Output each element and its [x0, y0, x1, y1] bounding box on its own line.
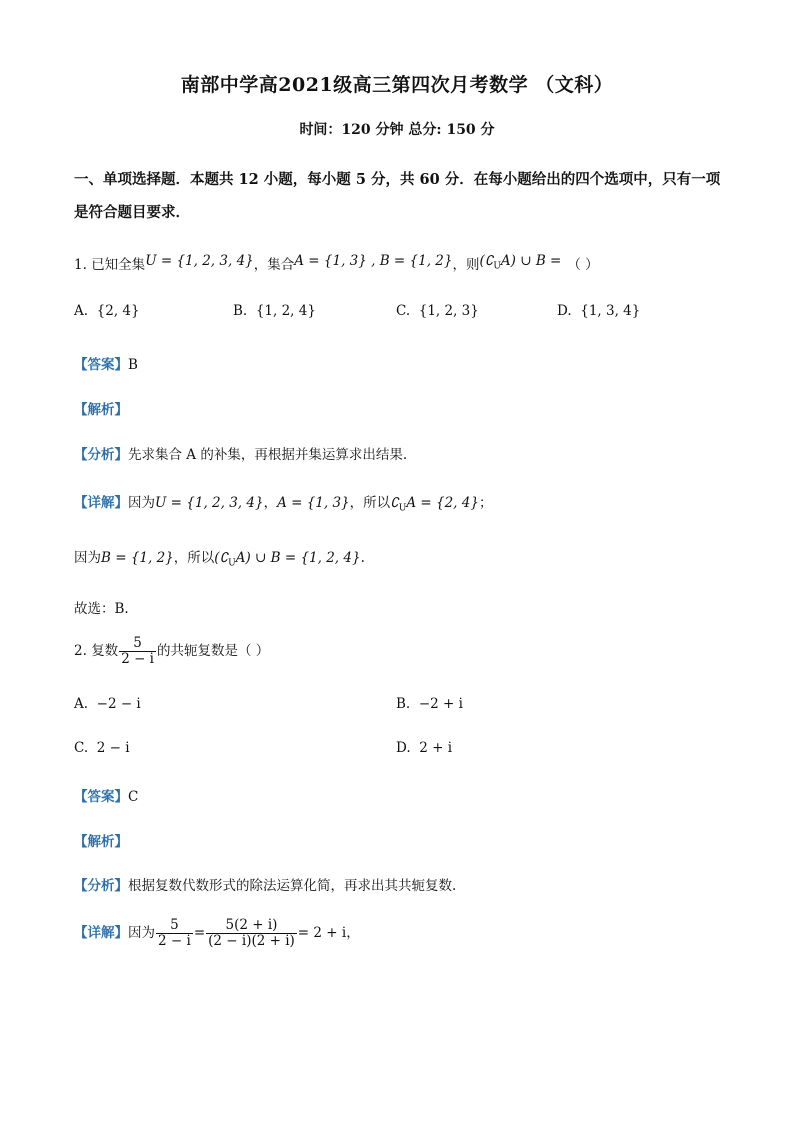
option-c: C. 2 − i: [74, 740, 130, 756]
option-d: D. {1, 3, 4}: [557, 303, 641, 319]
fenxi-line: 【分析】根据复数代数形式的除法运算化简，再求出其共轭复数.: [74, 878, 457, 894]
exam-meta: 时间：120 分钟 总分: 150 分: [299, 122, 495, 138]
option-a: A. −2 − i: [74, 696, 141, 712]
question-1-stem: [74, 253, 599, 273]
universal-set: U = {1, 2, 3, 4}: [145, 253, 254, 269]
conclusion: 故选：B.: [74, 601, 129, 617]
answer-blank: （ ）: [567, 257, 599, 273]
analysis-tag: 【解析】: [74, 834, 128, 850]
fraction: $\frac{5(2 + i)}{(2 - i)(2 + i)}$: [208, 917, 295, 949]
option-d: D. 2 + i: [396, 740, 453, 756]
detail-line-2: 因为B = {1, 2}，所以$(∁_UA)$ ∪ B = {1, 2, 4}.: [74, 550, 365, 569]
stem-text: ，集合: [253, 257, 295, 273]
option-c: C. {1, 2, 3}: [396, 303, 479, 319]
fenxi-line: 【分析】先求集合 A 的补集，再根据并集运算求出结果.: [74, 447, 408, 463]
page-title: 南部中学高2021级高三第四次月考数学 （文科）: [180, 74, 614, 96]
option-b: B. −2 + i: [396, 696, 463, 712]
detail-line-1: 【详解】因为U = {1, 2, 3, 4}，A = {1, 3}，所以$∁_UA = \{2$, 4}；: [74, 495, 493, 514]
question-2-stem: 2. 复数 $\frac{5}{2 - i}$ 的共轭复数是（ ）: [74, 635, 270, 667]
option-b: B. {1, 2, 4}: [233, 303, 316, 319]
fraction: $\frac{5}{2 - i}$: [158, 917, 191, 949]
fraction: $\frac{5}{2 - i}$: [121, 635, 154, 667]
detail-line: 【详解】因为 $\frac{5}{2 - i}$ = $\frac{5(2 + i)}{(2 - i)(2 + i)}$ = 2 + i，: [74, 917, 360, 949]
question-number: 2.: [74, 642, 87, 659]
section-heading: 一、单项选择题．本题共 12 小题，每小题 5 分，共 60 分．在每小题给出的四个选项中，只有一项是符合题目要求．: [74, 171, 721, 221]
stem-text: 已知全集: [91, 257, 146, 273]
sets-a-b: A = {1, 3} , B = {1, 2}: [294, 253, 453, 269]
answer-line: 【答案】C: [74, 789, 139, 805]
analysis-tag: 【解析】: [74, 402, 128, 418]
question-number: 1.: [74, 257, 87, 273]
answer-line: 【答案】B: [74, 357, 138, 373]
complement-expression: $(∁_UA)$ ∪ B =: [479, 253, 562, 272]
stem-text: ，则: [452, 257, 480, 273]
option-a: A. {2, 4}: [74, 303, 140, 319]
